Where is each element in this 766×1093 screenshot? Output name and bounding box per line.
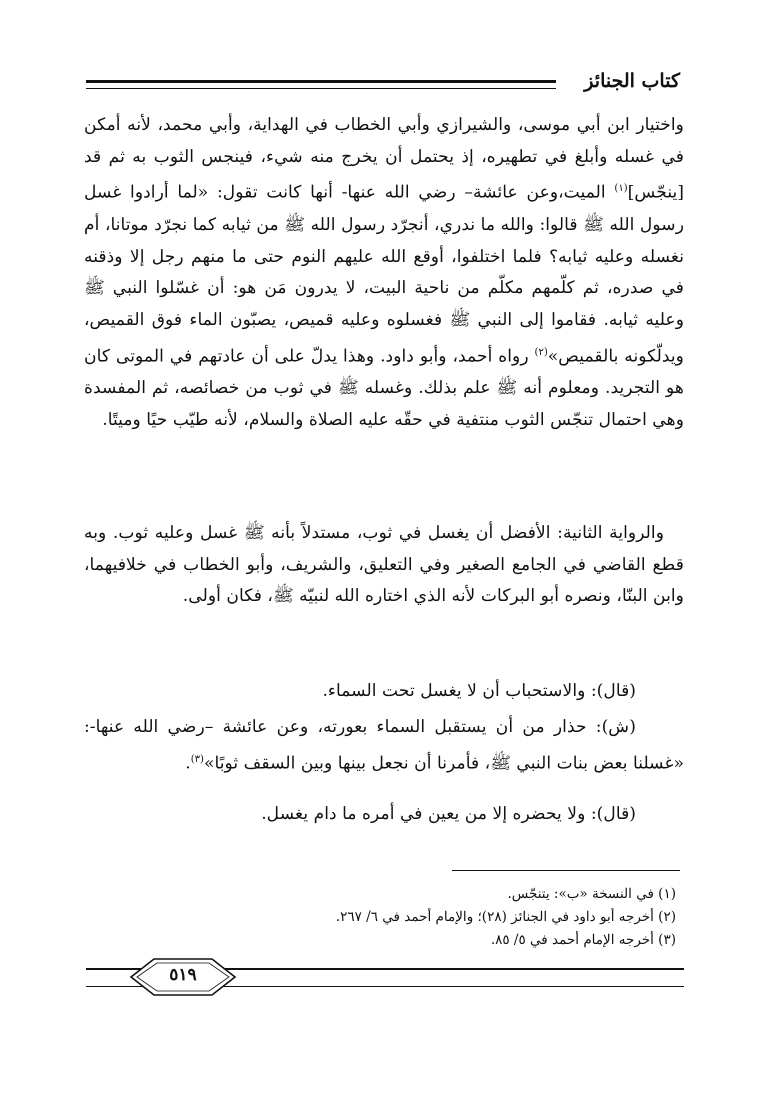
paragraph-4-text-b: . — [185, 753, 191, 774]
footnote-ref-3: (٣) — [190, 753, 204, 765]
header-rule-thin — [86, 88, 556, 89]
paragraph-4 — [84, 712, 684, 780]
paragraph-1-text-b: الميت،وعن عائشة– رضي الله عنها- أنها كانت تقول: «لما أرادوا غسل رسول الله ﷺ قالوا: والله ما ندري، أنجرّد رسول الله ﷺ من ثيابه كما نجرّد موتانا، أم نغسله وعليه ثيابه؟ فلما اختلفوا، أوقع الله عليهم النوم حتى ما منهم رجل إلا وذقنه في صدره، ثم كلّمهم مكلّم من ناحية البيت، لا يدرون مَن هو: أن غسّلوا النبي ﷺ وعليه ثيابه. فقاموا إلى النبي ﷺ فغسلوه وعليه قميص، يصبّون الماء فوق القميص، ويدلّكونه بالقميص» — [84, 183, 684, 367]
paragraph-5 — [84, 799, 684, 831]
footnote-separator — [452, 870, 680, 871]
paragraph-1-text-a: واختيار ابن أبي موسى، والشيرازي وأبي الخطاب في الهداية، وأبي محمد، لأنه أمكن في غسله وأبلغ في تطهيره، إذ يحتمل أن يخرج منه شيء، فينجس الثوب به ثم قد [ينجّس] — [84, 115, 684, 204]
footnote-ref-1: (١) — [614, 183, 628, 195]
footnote-2: (٢) أخرجه أبو داود في الجنائز (٢٨)؛ والإمام أحمد في ٦/ ٢٦٧. — [335, 909, 676, 925]
paragraph-2 — [84, 518, 684, 613]
paragraph-1-text-c: رواه أحمد، وأبو داود. وهذا يدلّ على أن عادتهم في الموتى كان هو التجريد. ومعلوم أنه ﷺ علم بذلك. وغسله ﷺ في ثوب من خصائصه، ثم المفسدة وهي احتمال تنجّس الثوب منتفية في حقّه عليه الصلاة والسلام، لأنه طيّب حيًا وميتًا. — [84, 346, 684, 430]
footer-rule-right-bottom — [216, 986, 684, 987]
paragraph-3 — [84, 676, 684, 708]
paragraph-4-text-a: (ش): حذار من أن يستقبل السماء بعورته، وعن عائشة –رضي الله عنها-: «غسلنا بعض بنات النبي ﷺ، فأمرنا أن نجعل بينها وبين السقف ثوبًا» — [84, 717, 684, 774]
page-number: ٥١٩ — [169, 965, 197, 985]
footnote-ref-2: (٢) — [534, 346, 548, 358]
paragraph-1 — [84, 110, 684, 437]
footer-rule-right-top — [216, 968, 684, 970]
header-rule-thick — [86, 80, 556, 83]
paragraph-5-text: (قال): ولا يحضره إلا من يعين في أمره ما دام يغسل. — [261, 804, 636, 824]
paragraph-3-text: (قال): والاستحباب أن لا يغسل تحت السماء. — [322, 681, 636, 701]
running-header-title: كتاب الجنائز — [584, 70, 680, 92]
paragraph-2-text: والرواية الثانية: الأفضل أن يغسل في ثوب، مستدلاً بأنه ﷺ غسل وعليه ثوب. وبه قطع القاضي في الجامع الصغير وفي التعليق، والشريف، وأبو الخطاب في خلافيهما، وابن البنّا، ونصره أبو البركات لأنه الذي اختاره الله لنبيّه ﷺ، فكان أولى. — [84, 523, 684, 607]
footnote-3: (٣) أخرجه الإمام أحمد في ٥/ ٨٥. — [490, 932, 676, 948]
footnote-1: (١) في النسخة «ب»: يتنجّس. — [507, 886, 676, 902]
